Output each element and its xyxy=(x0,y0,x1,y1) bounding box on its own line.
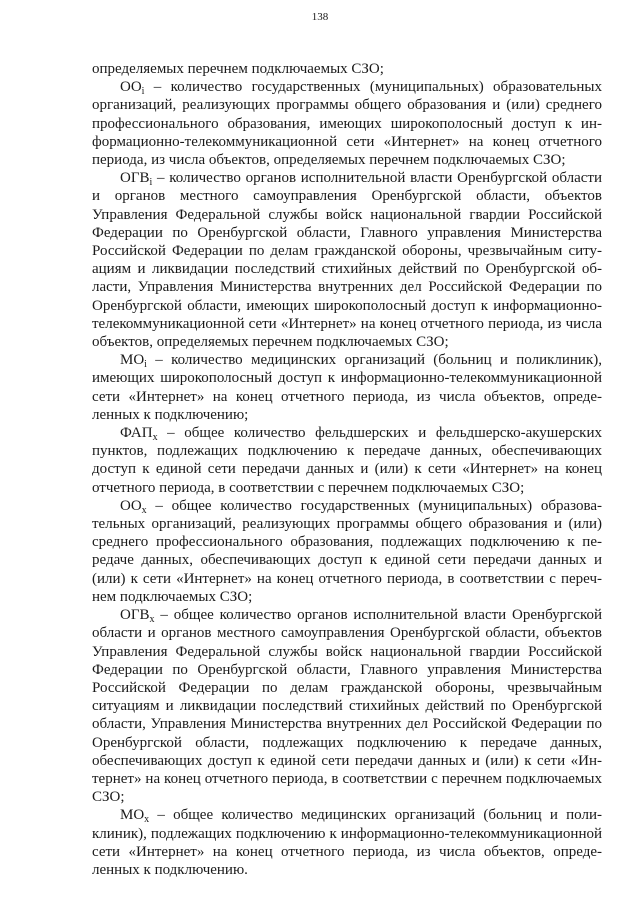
definition-text: – общее количество государственных (муниципальных) образовательных организаций, реализующих программы общего образования и (или) среднего профессионального образования, подлежащих подключению к передаче данных, обеспечивающих доступ к единой сети передачи данных и (или) к сети «Интернет» на конец отчетного периода, в соответствии с перечнем подключаемых СЗО; xyxy=(92,497,602,605)
term-abbreviation: $ФАП_x$ xyxy=(120,425,158,444)
term-abbreviation: $МО_i$ xyxy=(120,352,147,371)
paragraph-continuation xyxy=(92,60,602,78)
definition-text: – общее количество органов исполнительной власти Оренбургской области и органов местного самоуправления Оренбургской области, объектов Управления Федеральной службы войск национальной гвардии Российской Федерации по Оренбургской области, Главного управления Министерства Российской Федерации по делам гражданской обороны, чрезвычайным ситуациям и ликвидации последствий стихийных действий по Оренбургской области, Управления Министерства внутренних дел Российской Федерации по Оренбургской области, подлежащих подключению к передаче данных, обеспечивающих доступ к единой сети передачи данных и (или) к сети «Интернет» на конец отчетного периода, в соответствии с перечнем подключаемых СЗО; xyxy=(92,607,602,806)
definition-text: – количество государственных (муниципальных) образовательных организаций, реализующих программы общего образования и (или) среднего профессионального образования, имеющих широкополосный доступ к информационно-телекоммуникационной сети «Интернет» на конец отчетного периода, из числа объектов, определяемых перечнем подключаемых СЗО; xyxy=(92,79,602,169)
paragraph-text: определяемых перечнем подключаемых СЗО; xyxy=(92,61,384,77)
definition-text: – количество медицинских организаций (больниц и поликлиник), имеющих широкополосный доступ к информационно-телекоммуникационной сети «Интернет» на конец отчетного периода, из числа объектов, определенных к подключению; xyxy=(92,352,602,423)
definition-fap-x xyxy=(92,424,602,497)
definition-text: – количество органов исполнительной власти Оренбургской области и органов местного самоуправления Оренбургской области, объектов Управления Федеральной службы войск национальной гвардии Российской Федерации по Оренбургской области, Главного управления Министерства Российской Федерации по делам гражданской обороны, чрезвычайным ситуациям и ликвидации последствий стихийных действий по Оренбургской области, Управления Министерства внутренних дел Российской Федерации по Оренбургской области, имеющих широкополосный доступ к информационно-телекоммуникационной сети «Интернет» на конец отчетного периода, из числа объектов, определяемых перечнем подключаемых СЗО; xyxy=(92,170,602,351)
term-abbreviation: $ОГВ_x$ xyxy=(120,607,155,626)
definition-ogv-i xyxy=(92,169,602,351)
definition-text: – общее количество фельдшерских и фельдшерско-акушерских пунктов, подлежащих подключению к передаче данных, обеспечивающих доступ к единой сети передачи данных и (или) к сети «Интернет» на конец отчетного периода, в соответствии с перечнем подключаемых СЗО; xyxy=(92,425,602,496)
term-abbreviation: $МО_x$ xyxy=(120,807,150,826)
definition-mo-x xyxy=(92,806,602,879)
definition-oo-i xyxy=(92,78,602,169)
page-number: 138 xyxy=(311,11,329,23)
term-abbreviation: $ОО_x$ xyxy=(120,497,147,516)
definition-text: – общее количество медицинских организаций (больниц и поликлиник), подлежащих подключению к информационно-телекоммуникационной сети «Интернет» на конец отчетного периода, из числа объектов, определенных к подключению. xyxy=(92,807,602,878)
definition-ogv-x xyxy=(92,606,602,806)
definition-oo-x xyxy=(92,497,602,606)
definition-mo-i xyxy=(92,351,602,424)
term-abbreviation: $ОГВ_i$ xyxy=(120,170,153,189)
term-abbreviation: $ОО_i$ xyxy=(120,79,145,98)
document-body xyxy=(92,60,602,879)
